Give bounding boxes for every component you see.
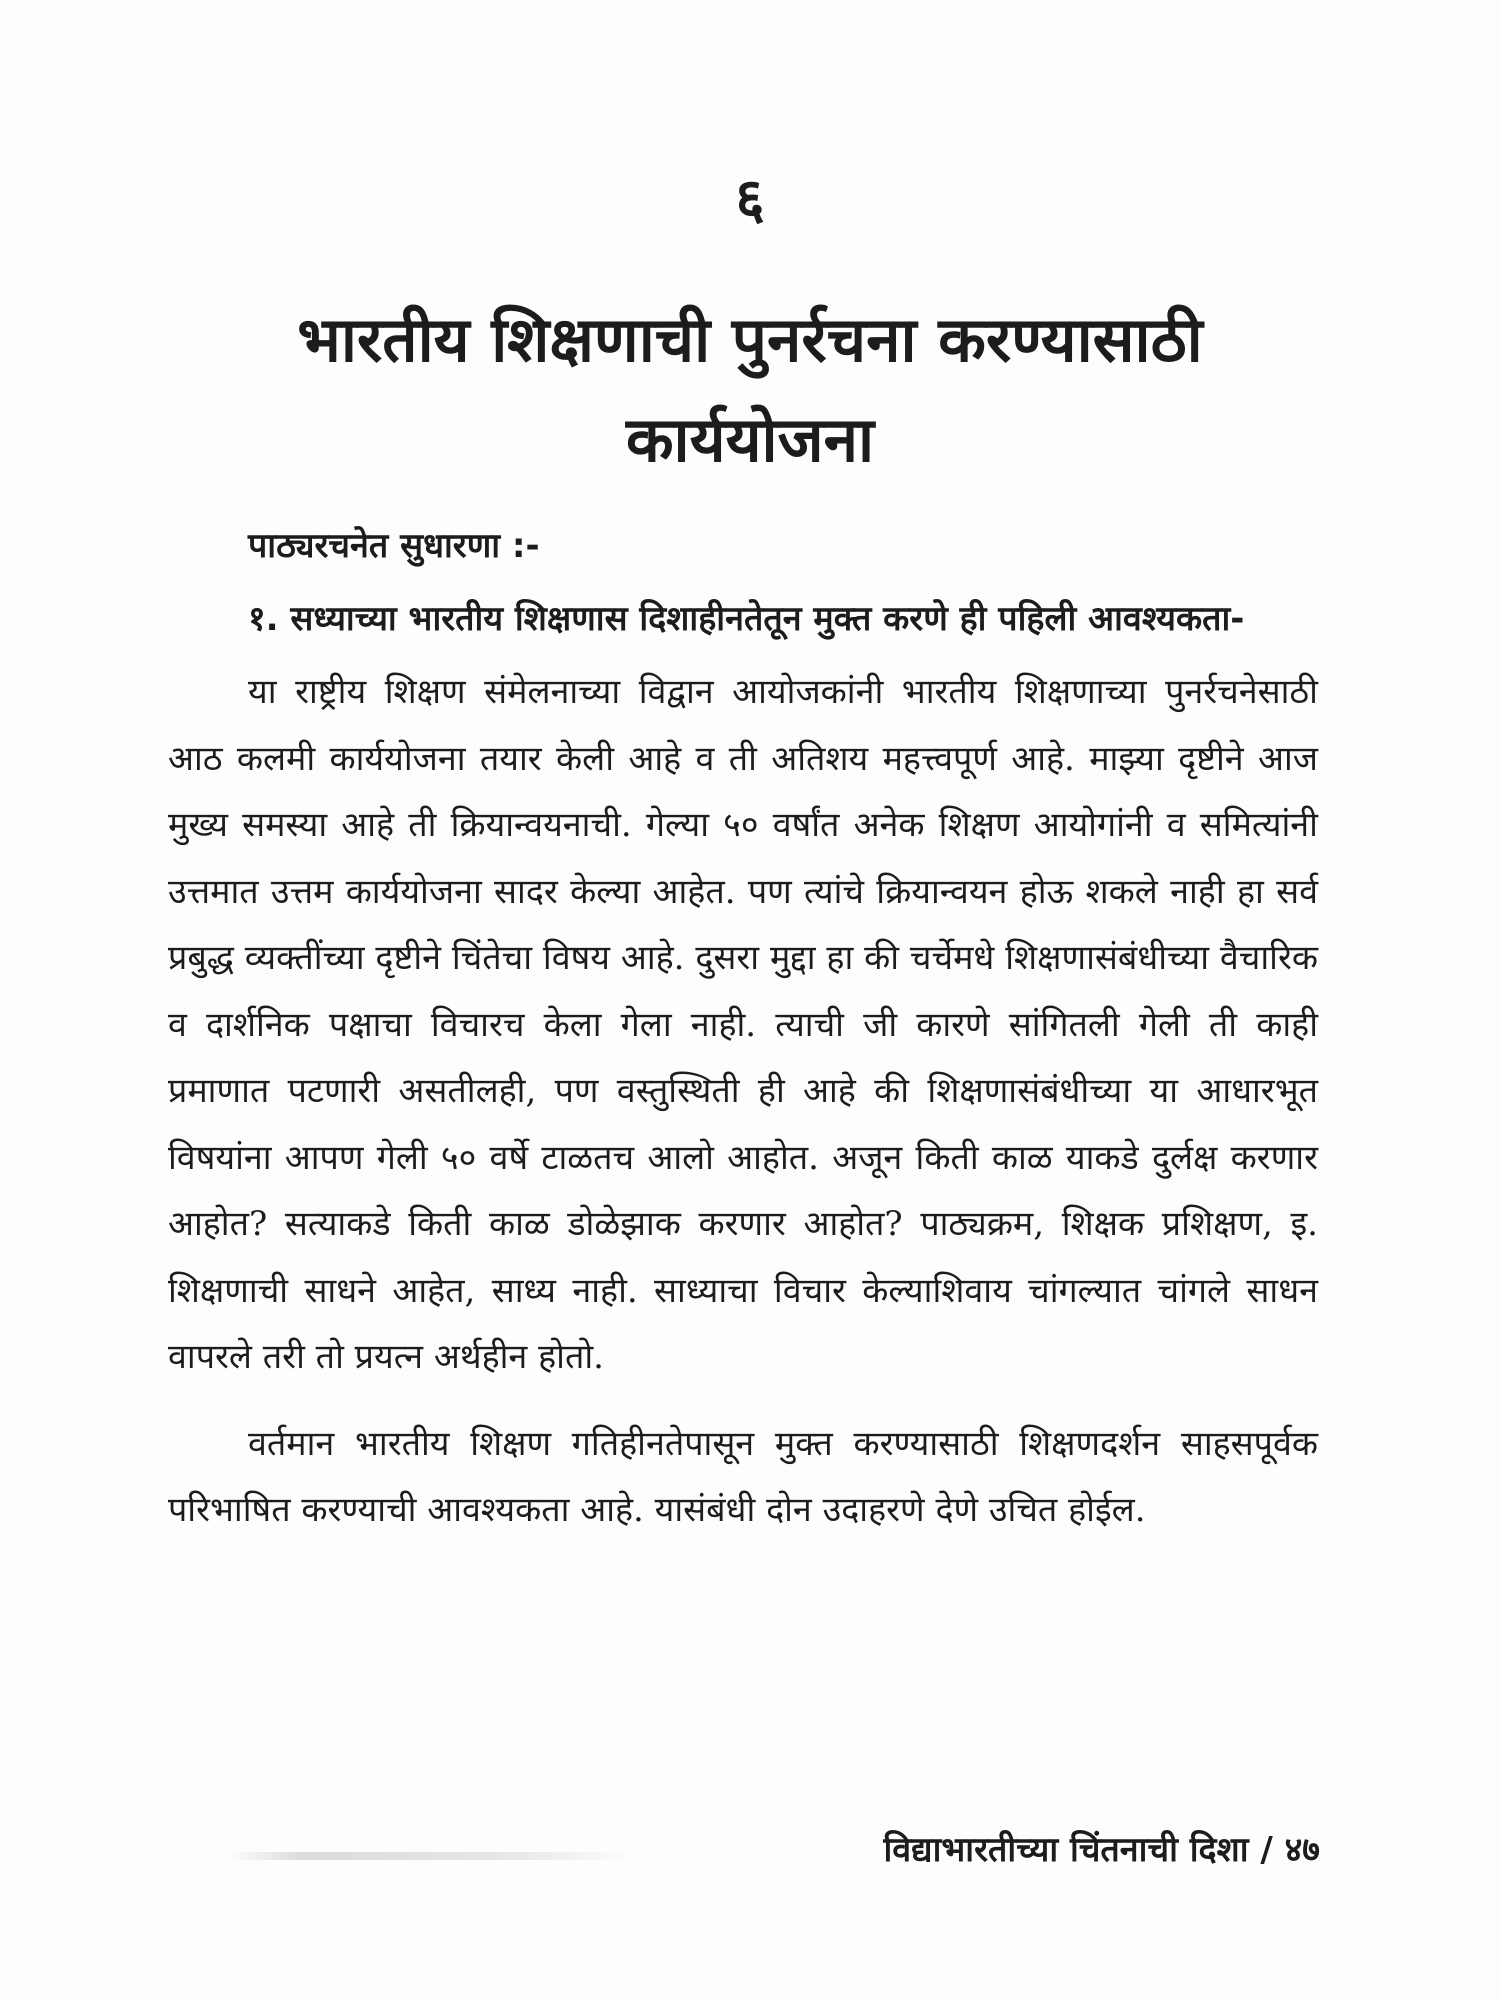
page-footer <box>0 1825 1320 1875</box>
footer-book-title: विद्याभारतीच्या चिंतनाची दिशा <box>883 1830 1249 1870</box>
paragraph-2: वर्तमान भारतीय शिक्षण गतिहीनतेपासून मुक्त करण्यासाठी शिक्षणदर्शन साहसपूर्वक परिभाषित करण्याची आवश्यकता आहे. यासंबंधी दोन उदाहरणे देणे उचित होईल. <box>168 1423 1318 1530</box>
chapter-title <box>150 290 1350 490</box>
section-heading: पाठ्यरचनेत सुधारणा :- <box>248 526 540 566</box>
point-heading-1: १. सध्याच्या भारतीय शिक्षणास दिशाहीनतेतून मुक्त करणे ही पहिली आवश्यकता- <box>248 599 1245 639</box>
paragraph-1: या राष्ट्रीय शिक्षण संमेलनाच्या विद्वान आयोजकांनी भारतीय शिक्षणाच्या पुनर्रचनेसाठी आठ कलमी कार्ययोजना तयार केली आहे व ती अतिशय महत्त्वपूर्ण आहे. माझ्या दृष्टीने आज मुख्य समस्या आहे ती क्रियान्वयनाची. गेल्या ५० वर्षांत अनेक शिक्षण आयोगांनी व समित्यांनी उत्तमात उत्तम कार्ययोजना सादर केल्या आहेत. पण त्यांचे क्रियान्वयन होऊ शकले नाही हा सर्व प्रबुद्ध व्यक्तींच्या दृष्टीने चिंतेचा विषय आहे. दुसरा मुद्दा हा की चर्चेमधे शिक्षणासंबंधीच्या वैचारिक व दार्शनिक पक्षाचा विचारच केला गेला नाही. त्याची जी कारणे सांगितली गेली ती काही प्रमाणात पटणारी असतीलही, पण वस्तुस्थिती ही आहे की शिक्षणासंबंधीच्या या आधारभूत विषयांना आपण गेली ५० वर्षे टाळतच आलो आहोत. अजून किती काळ याकडे दुर्लक्ष करणार आहोत? सत्याकडे किती काळ डोळेझाक करणार आहोत? पाठ्यक्रम, शिक्षक प्रशिक्षण, इ. शिक्षणाची साधने आहेत, साध्य नाही. साध्याचा विचार केल्याशिवाय चांगल्यात चांगले साधन वापरले तरी तो प्रयत्न अर्थहीन होतो. <box>168 672 1318 1377</box>
footer-separator: / <box>1260 1830 1273 1870</box>
chapter-title-line-1: भारतीय शिक्षणाची पुनर्रचना करण्यासाठी <box>297 303 1203 376</box>
chapter-number: ६ <box>735 167 765 232</box>
body-text <box>168 515 1318 1564</box>
footer-page-number: ४७ <box>1284 1830 1320 1870</box>
chapter-title-line-2: कार्ययोजना <box>625 403 875 476</box>
